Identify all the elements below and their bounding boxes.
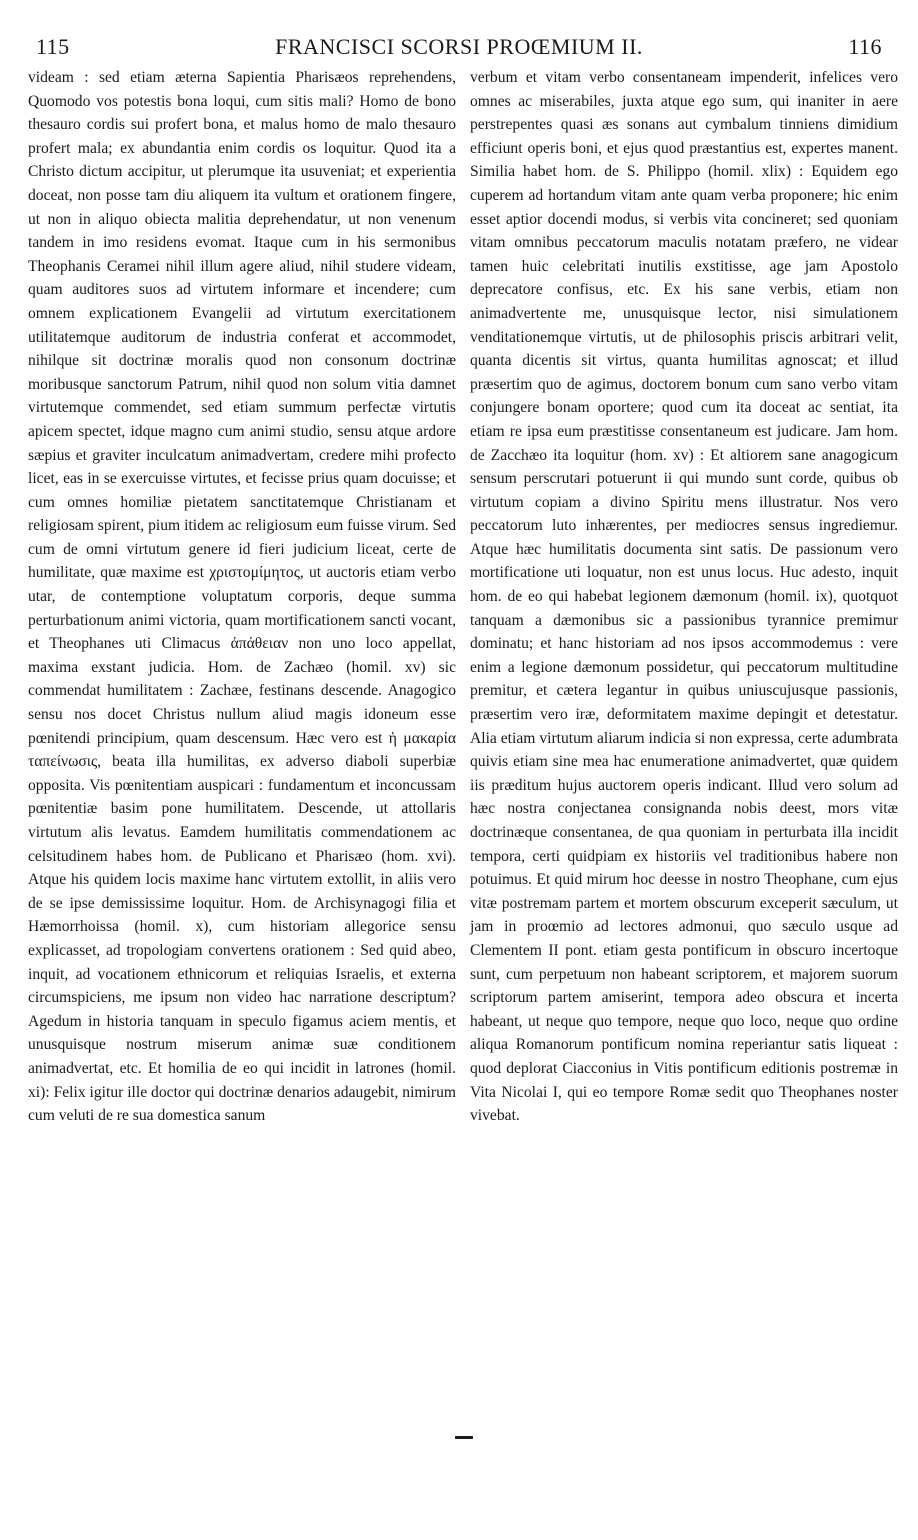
right-column	[470, 66, 898, 1128]
running-title: FRANCISCI SCORSI PROŒMIUM II.	[275, 34, 643, 59]
body-paragraph: verbum et vitam verbo consentaneam impenderit, infelices vero omnes ac miserabiles, juxta atque ego sum, qui inaniter in aere perstrepentes quasi æs sonans aut cymbalum tinniens dimidium efficiunt operis boni, et ejus quod præstantius est, expertes manent. Similia habet hom. de S. Philippo (homil. xlix) : Equidem ego cuperem ad hortandum vitam ante quam verba proponere; hic enim esset aptior docendi modus, si verbis vita concineret; sed quoniam vitam omnibus peccatorum maculis notatam præfero, ne videar tamen huic celebritati inutilis exstitisse, age jam Apostolo deprecatore confisus, etc. Ex his sane verbis, etiam non animadvertente me, unusquisque lector, nisi simulationem venditationemque virtutis, ut de philosophis priscis arbitrari velit, quanta dicentis sit virtus, quanta humilitas agnoscat; et illud præsertim quo de agimus, doctorem bonum cum sano verbo vitam conjungere bonam oportere; quod cum ita doceat ac sentiat, ita etiam re ipsa eum præstitisse consentaneum est judicare. Jam hom. de Zacchæo ita loquitur (hom. xv) : Et altiorem sane anagogicum sensum perscrutari potuerunt ii qui mundo sunt corde, quibus ob virtutum copiam a divino Spiritu mens illustratur. Nos vero peccatorum luto inhærentes, per mediocres sensus ingrediemur. Atque hæc humilitatis documenta sint satis. De passionum vero mortificatione uti loquatur, non est unus locus. Huc adesto, inquit hom. de eo qui habebat legionem dæmonum (homil. ix), quotquot tanquam a dæmonibus sic a passionibus tyrannice premimur dominatu; et hanc historiam ad nos ipsos accommodemus : vere enim a legione dæmonum possidetur, qui peccatorum multitudine premitur, et cætera legantur in quibus uniuscujusque passionis, præsertim vero iræ, deformitatem maxime depingit et detestatur. Alia etiam virtutum aliarum indicia si non expressa, certe adumbrata quivis etiam sine mea hac enumeratione animadvertet, quæ quidem iis præditum hujus auctorem operis indicant. Illud vero solum ad hæc nostra conjectanea consignanda nobis deest, mors vitæ doctrinæque consentanea, de qua quoniam in perturbata illa incidit tempora, certi quidpiam ex historiis vel traditionibus habere non potuimus. Et quid mirum hoc deesse in nostro Theophane, cum ejus vitæ postremam partem et mortem obscurum exceperit sæculum, ut jam in proœmio ad lectores admonui, quo sæculo usque ad Clementem II pont. etiam gesta pontificum in obscuro incertoque sunt, cum perpetuum non habeant scriptorem, et majorem suorum scriptorum partem amiserint, tempora adeo obscura et incerta habeant, ut neque quo tempore, neque quo loco, neque quo ordine aliqua Romanorum pontificum nomina reperiantur satis liqueat : quod deplorat Ciacconius in Vitis pontificum editionis postremæ in Vita Nicolai I, qui eo tempore Romæ sedit quo Theophanes noster vivebat.	[470, 69, 898, 1125]
page-header	[36, 30, 882, 64]
right-page-number: 116	[848, 34, 882, 59]
left-column	[28, 66, 456, 1128]
body-paragraph: videam : sed etiam æterna Sapientia Pharisæos reprehendens, Quomodo vos potestis bona loqui, cum sitis mali? Homo de bono thesauro cordis sui profert bona, et malus homo de malo thesauro profert mala; ex abundantia enim cordis os loquitur. Quod ita a Christo dictum accipitur, ut plerumque ita usuveniat; et experientia doceat, non posse tam diu aliquem ita vultum et orationem fingere, ut non in aliquo obiecta malitia deprehendatur, ut non venenum tandem in imo residens evomat. Itaque cum in his sermonibus Theophanis Ceramei nihil illum agere aliud, nihil studere videam, quam auditores suos ad virtutem informare et incendere; cum omnem explicationem Evangelii ad virtutum exercitationem utilitatemque auditorum de industria conferat et accommodet, nihilque sit doctrinæ moralis quod non consonum doctrinæ moribusque sanctorum Patrum, nihil quod non solum vitia damnet virtutemque commendet, sed etiam summum perfectæ virtutis apicem spectet, idque magno cum animi studio, sensu atque ardore sæpius et graviter inculcatum animadvertam, credere mihi profecto licet, eas in se exercuisse virtutes, et fecisse prius quam docuisse; et cum omnes homiliæ pietatem sanctitatemque Christianam et religiosam spirent, pium itidem ac religiosum eum fuisse virum. Sed cum de omni virtutum genere id fieri judicium liceat, certe de humilitate, quæ maxime est χριστομίμητος, ut auctoris etiam verbo utar, de contemptione voluptatum corporis, deque summa perturbationum animi victoria, quam mortificationem sancti vocant, et Theophanes uti Climacus ἀπάθειαν non uno loco appellat, maxima exstant judicia. Hom. de Zachæo (homil. xv) sic commendat humilitatem : Zachæe, festinans descende. Anagogico sensu nos docet Christus nullum aliud magis idoneum esse pœnitendi principium, quam descensum. Hæc vero est ἡ μακαρία ταπείνωσις, beata illa humilitas, ex adverso diaboli superbiæ opposita. Vis pœnitentiam auspicari : fundamentum et inconcussam pœnitentiæ basim pone humilitatem. Descende, ut attollaris virtutum alis levatus. Eamdem humilitatis commendationem ac celsitudinem habes hom. de Publicano et Pharisæo (hom. xvi). Atque his quidem locis maxime hanc virtutem extollit, in aliis vero de se ipse demississime loquitur. Hom. de Archisynagogi filia et Hæmorrhoissa (homil. x), cum historiam allegorice sensu explicasset, ad tropologiam convertens orationem : Sed quid abeo, inquit, ad vocationem ethnicorum et reliquias Israelis, et externa circumspiciens, me ipsum non video hac narratione descriptum? Agedum in historia tanquam in speculo figamus aciem mentis, et unusquisque nostrum miserum animæ suæ conditionem animadvertat, etc. Et homilia de eo qui incidit in latrones (homil. xi): Felix igitur ille doctor qui doctrinæ denarios adaugebit, nimirum cum veluti de re sua domestica sanum	[28, 69, 456, 1125]
footer-rule	[455, 1436, 473, 1439]
left-page-number: 115	[36, 34, 70, 59]
